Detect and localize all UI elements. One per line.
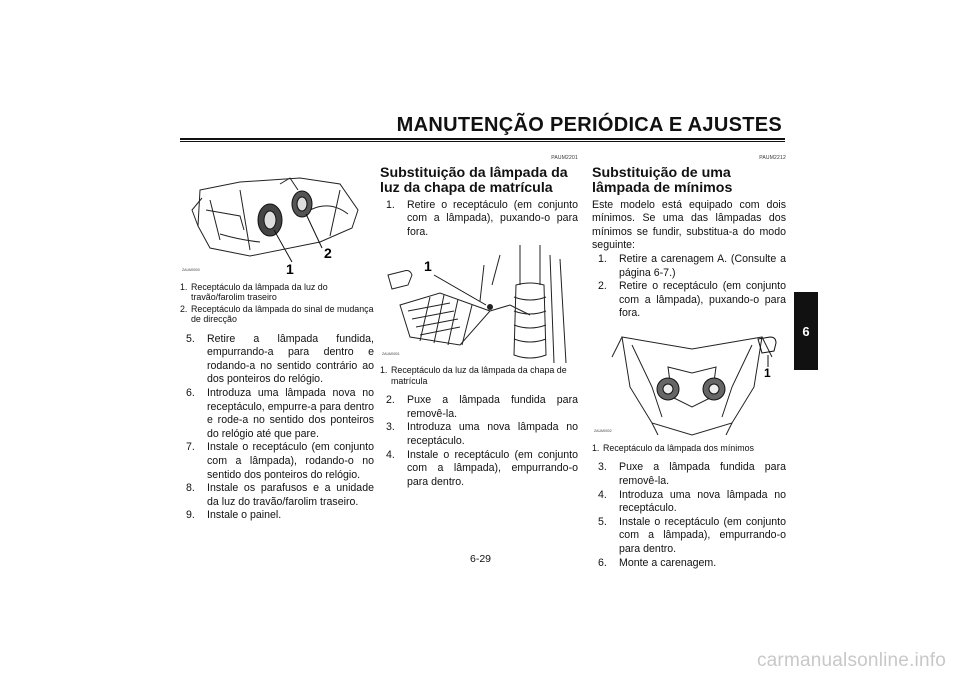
step-text: Retire a lâmpada fundida, empurrando-a para dentro e rodando-a no sentido contrário ao dos ponteiros do relógio. (207, 332, 374, 386)
step-text: Introduza uma lâmpada nova no receptáculo, empurre-a para dentro e rode-a no sentido dos ponteiros do relógio até que pare. (207, 387, 374, 440)
list-item (592, 557, 786, 571)
list-item (180, 333, 374, 387)
step-text: Introduza uma nova lâmpada no receptáculo. (619, 488, 786, 515)
step-text: Instale o receptáculo (em conjunto com a lâmpada), empurrando-o para dentro. (407, 448, 578, 488)
step-number: 7. (186, 441, 195, 454)
caption-number: 1. (592, 442, 600, 453)
steps-list (380, 394, 578, 489)
caption-text: Receptáculo da luz da lâmpada da chapa de matrícula (391, 365, 567, 386)
list-item (180, 387, 374, 441)
step-text: Puxe a lâmpada fundida para removê-la. (407, 394, 578, 420)
step-number: 1. (598, 252, 607, 265)
intro-text: Este modelo está equipado com dois mínimos. Se uma das lâmpadas dos mínimos se fundir, substitua-a do modo seguinte: (592, 198, 786, 252)
step-number: 6. (598, 556, 607, 569)
position-light-illustration (592, 327, 786, 441)
list-item (180, 509, 374, 523)
step-text: Monte a carenagem. (619, 556, 717, 569)
step-number: 3. (386, 421, 395, 434)
steps-list (592, 253, 786, 321)
figure-position-light (592, 327, 786, 441)
section-code: PAUM2201 (551, 155, 578, 161)
list-item (592, 516, 786, 557)
step-text: Instale o painel. (207, 509, 282, 522)
figure-code: ZAUM0001 (382, 351, 400, 356)
column-1 (180, 170, 374, 523)
section-code: PAUM2212 (759, 155, 786, 161)
caption-number: 1. (180, 282, 188, 292)
column-3 (592, 152, 786, 570)
caption-text: Receptáculo da lâmpada do sinal de mudança de direcção (191, 303, 374, 325)
list-item (180, 482, 374, 509)
page-title: MANUTENÇÃO PERIÓDICA E AJUSTES (396, 114, 782, 136)
step-number: 6. (186, 387, 195, 399)
list-item (592, 280, 786, 321)
figure-code: ZAUM0002 (594, 429, 612, 434)
step-number: 4. (386, 448, 395, 461)
step-text: Instale o receptáculo (em conjunto com a lâmpada), rodando-o no sentido dos ponteiros do relógio. (207, 441, 374, 481)
header-rule-thin (180, 141, 785, 142)
column-2 (380, 152, 578, 489)
figure-tail-light (180, 170, 374, 280)
step-text: Retire a carenagem A. (Consulte a página 6-7.) (619, 252, 786, 279)
caption (592, 443, 786, 453)
caption-text: Receptáculo da lâmpada dos mínimos (603, 442, 754, 453)
step-number: 1. (386, 198, 395, 211)
caption (180, 304, 374, 325)
step-text: Instale os parafusos e a unidade da luz do travão/farolim traseiro. (207, 482, 374, 508)
list-item (380, 449, 578, 490)
list-item (592, 461, 786, 488)
steps-list (380, 199, 578, 240)
list-item (380, 394, 578, 421)
list-item (592, 489, 786, 516)
list-item (592, 253, 786, 280)
step-text: Retire o receptáculo (em conjunto com a lâmpada), puxando-o para fora. (619, 280, 786, 320)
page-number: 6-29 (470, 553, 492, 565)
step-number: 2. (386, 394, 395, 407)
caption-number: 2. (180, 303, 188, 314)
step-number: 5. (598, 515, 607, 528)
callout-1: 1 (424, 258, 432, 275)
caption (380, 365, 578, 386)
list-item (380, 199, 578, 240)
step-number: 8. (186, 482, 195, 495)
step-number: 9. (186, 509, 195, 522)
callout-1: 1 (764, 365, 771, 380)
caption-text: Receptáculo da lâmpada da luz do travão/farolim traseiro (191, 282, 328, 303)
callout-2: 2 (324, 245, 332, 261)
step-text: Introduza uma nova lâmpada no receptáculo. (407, 421, 578, 447)
caption-number: 1. (380, 365, 388, 376)
license-light-illustration (380, 245, 578, 363)
step-number: 5. (186, 332, 195, 345)
section-heading: Substituição da lâmpada da luz da chapa de matrícula (380, 164, 568, 197)
figure-code: ZAUM0000 (182, 268, 200, 273)
chapter-tab-label: 6 (802, 323, 810, 339)
watermark: carmanualsonline.info (756, 650, 946, 671)
step-text: Instale o receptáculo (em conjunto com a lâmpada), empurrando-o para dentro. (619, 515, 786, 555)
step-number: 2. (598, 280, 607, 293)
list-item (180, 441, 374, 482)
step-text: Retire o receptáculo (em conjunto com a lâmpada), puxando-o para fora. (407, 198, 578, 238)
tail-light-illustration (180, 170, 374, 280)
callout-1: 1 (286, 261, 294, 277)
steps-list (180, 333, 374, 523)
chapter-tab (794, 292, 818, 370)
steps-list (592, 461, 786, 570)
step-text: Puxe a lâmpada fundida para removê-la. (619, 461, 786, 487)
list-item (380, 421, 578, 448)
figure-license-light (380, 245, 578, 363)
step-number: 4. (598, 488, 607, 501)
section-heading: Substituição de uma lâmpada de mínimos (592, 164, 733, 197)
header-rule (180, 138, 785, 140)
caption (180, 282, 374, 303)
step-number: 3. (598, 461, 607, 474)
